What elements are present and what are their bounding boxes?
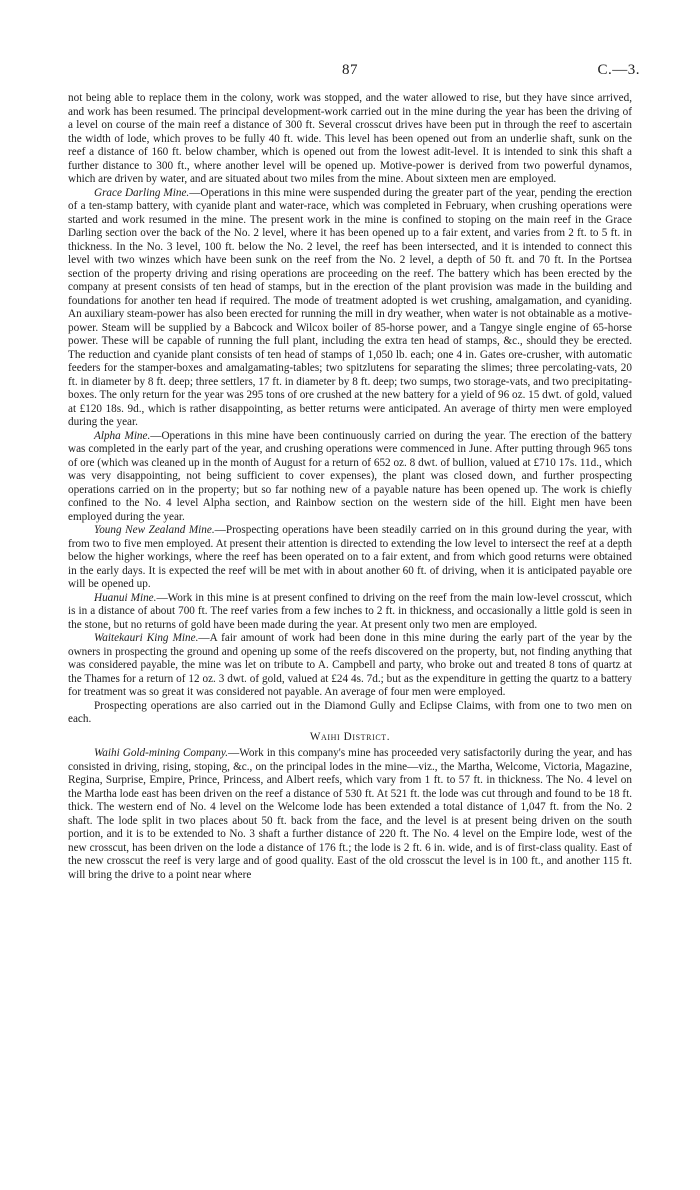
paragraph-waihi-company: Waihi Gold-mining Company.—Work in this company's mine has proceeded very satisfactorily during the year, and has consisted in driving, rising, stoping, &c., on the principal lodes in the mine—viz., the Martha, Welcome, Victoria, Magazine, Regina, Surprise, Empire, Prince, Princess, and Albert reefs, which vary from 1 ft. to 57 ft. in thickness. The No. 4 level on the Martha lode east has been driven on the reef a distance of 530 ft. At 521 ft. the lode was cut through and found to be 18 ft. thick. The western end of No. 4 level on the Welcome lode has been extended a total distance of 1,047 ft. from the No. 2 shaft. The lode split in two places about 50 ft. back from the face, and the level is at present being driven on the south portion, and it is to be extended to No. 3 shaft a further distance of 220 ft. The No. 4 level on the Empire lode, west of the new crosscut, has been driven on the lode a distance of 176 ft.; the lode is 2 ft. 6 in. wide, and is of first-class quality. East of the new crosscut the reef is very large and of good quality. East of the old crosscut the level is in 100 ft., and another 115 ft. will bring the drive to a point near where	[68, 747, 632, 881]
paragraph-prospecting: Prospecting operations are also carried out in the Diamond Gully and Eclipse Claims, with from one to two men on each.	[68, 699, 632, 725]
paragraph-grace-darling: Grace Darling Mine.—Operations in this mine were suspended during the greater part of the year, pending the erection of a ten-stamp battery, with cyanide plant and water-race, which was completed in February, when crushing operations were started and work resumed in the mine. The present work in the mine is confined to stoping on the main reef in the Grace Darling section over the back of the No. 2 level, where it has been opened up to a fair extent, and varies from 2 ft. to 5 ft. in thickness. In the No. 3 level, 100 ft. below the No. 2 level, the reef has been intersected, and it is intended to connect this level with two winzes which have been sunk on the reef from the No. 2 level, a depth of 50 ft. and 70 ft. In the Portsea section of the property driving and rising operations are proceeding on the reef. The battery which has been erected by the company at present consists of ten head of stamps, but in the erection of the plant provision was made in the building and foundations for another ten head if required. The mode of treatment adopted is wet crushing, amalgamation, and cyaniding. An auxiliary steam-power has also been erected for running the mill in dry weather, when water is not obtainable as a motive-power. Steam will be supplied by a Babcock and Wilcox boiler of 85-horse power, and a Tangye single engine of 65-horse power. These will be capable of running the full plant, including the extra ten head of stamps, &c., should they be erected. The reduction and cyanide plant consists of ten head of stamps of 1,050 lb. each; one 4 in. Gates ore-crusher, with automatic feeders for the stamper-boxes and amalgamating-tables; two spitzlutens for separating the slimes; three percolating-vats, 20 ft. in diameter by 8 ft. deep; three settlers, 17 ft. in diameter by 8 ft. deep; two sumps, two storage-vats, and two precipitating-boxes. The only return for the year was 295 tons of ore crushed at the new battery for a yield of 96 oz. 15 dwt. of gold, valued at £120 18s. 9d., which is rather disappointing, as better returns were anticipated. An average of thirty men were employed during the year.	[68, 186, 632, 428]
mine-title: Young New Zealand Mine.	[94, 524, 215, 536]
paragraph-alpha: Alpha Mine.—Operations in this mine have been continuously carried on during the year. The erection of the battery was completed in the early part of the year, and crushing operations were commenced in June. After putting through 965 tons of ore (which was cleaned up in the month of August for a return of 652 oz. 8 dwt. of bullion, valued at £710 17s. 11d., which was very disappointing, not being sufficient to cover expenses), the plant was closed down, and further prospecting operations carried on in the property; but so far nothing new of a payable nature has been opened up. The work is chiefly confined to the No. 4 level Alpha section, and Rainbow section on the western side of the hill. Eight men have been employed during the year.	[68, 429, 632, 523]
paragraph-huanui: Huanui Mine.—Work in this mine is at present confined to driving on the reef from the main low-level crosscut, which is in a distance of about 700 ft. The reef varies from a few inches to 2 ft. in thickness, and occasionally a little gold is seen in the stone, but no returns of gold have been made during the year. At present only two men are employed.	[68, 591, 632, 631]
paragraph-waitekauri-king: Waitekauri King Mine.—A fair amount of work had been done in this mine during the early part of the year by the owners in prospecting the ground and opening up some of the reefs discovered on the property, but, not finding anything that was considered payable, the mine was let on tribute to A. Campbell and party, who broke out and treated 8 tons of quartz at the Thames for a return of 12 oz. 3 dwt. of gold, valued at £24 4s. 7d.; but as the expenditure in getting the quartz to a battery for treatment was so great it was considered not payable. An average of four men were employed.	[68, 632, 632, 698]
paragraph-continued: not being able to replace them in the colony, work was stopped, and the water allowed to rise, but they have since arrived, and work has been resumed. The principal development-work carried out in the mine during the year has been the driving of a level on course of the main reef a distance of 300 ft. Several crosscut drives have been put in through the reef to ascertain the width of lode, which proves to be fully 40 ft. wide. This level has been opened out from an underlie shaft, sunk on the reef a distance of 160 ft. below chamber, which is opened out from the lowest adit-level. It is intended to sink this shaft a further distance to 300 ft., where another level will be opened up. Motive-power is derived from two powerful dynamos, which are driven by water, and are situated about two miles from the mine. About sixteen men are employed.	[68, 92, 632, 185]
report-body	[68, 92, 632, 882]
paragraph-young-new-zealand: Young New Zealand Mine.—Prospecting operations have been steadily carried on in this ground during the year, with from two to five men employed. At present their attention is directed to extending the low level to intersect the reef at a depth below the higher workings, where the reef has been operated on to a fair extent, and from which good returns were obtained in the early days. It is expected the reef will be met with in about another 60 ft. of driving, when it is anticipated payable ore will be opened up.	[68, 524, 632, 590]
mine-title: Huanui Mine.	[94, 591, 157, 604]
mine-title: Alpha Mine.	[94, 429, 151, 442]
mine-title: Grace Darling Mine.	[94, 186, 190, 199]
company-title: Waihi Gold-mining Company.	[94, 747, 229, 759]
page-reference: C.—3.	[597, 62, 640, 78]
page-number: 87	[342, 62, 358, 78]
section-heading: Waihi District.	[309, 730, 391, 743]
mine-title: Waitekauri King Mine.	[94, 632, 199, 644]
